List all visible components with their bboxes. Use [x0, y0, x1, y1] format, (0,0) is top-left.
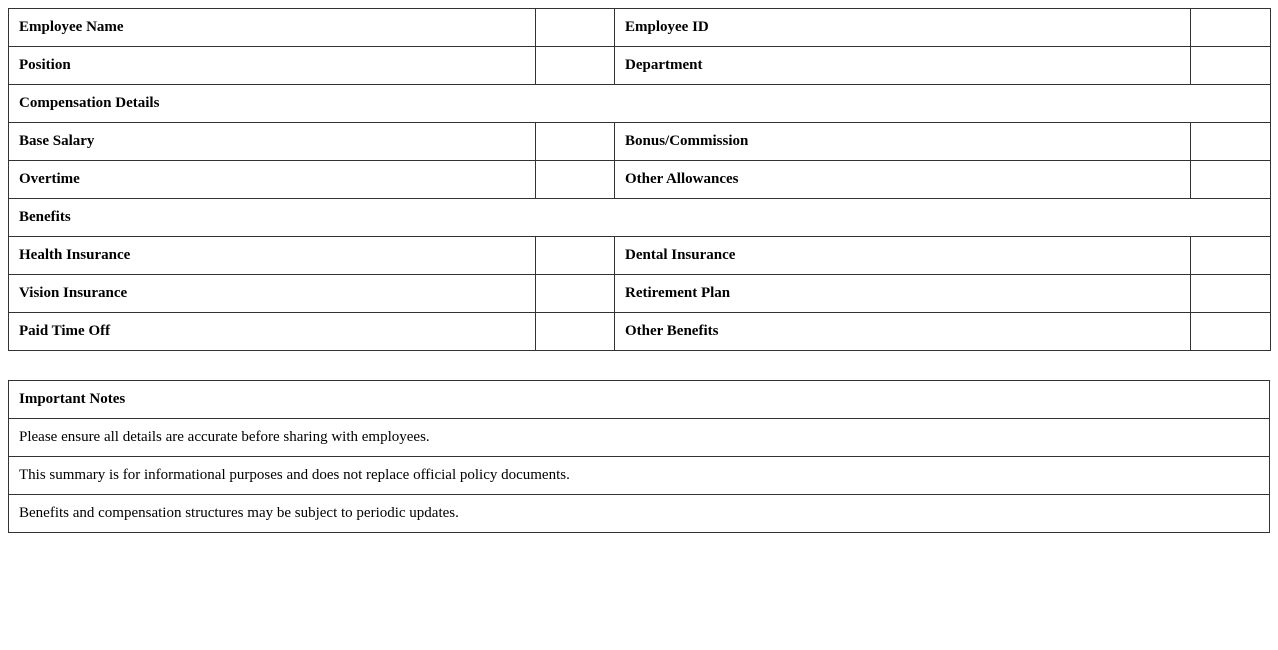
base-salary-value[interactable] [536, 123, 615, 161]
note-row [9, 457, 1270, 495]
section-row [9, 85, 1271, 123]
table-row [9, 123, 1271, 161]
table-row [9, 47, 1271, 85]
table-row [9, 275, 1271, 313]
department-label: Department [615, 47, 1191, 85]
note-row [9, 495, 1270, 533]
note-item: This summary is for informational purposes and does not replace official policy documents. [9, 457, 1270, 495]
retirement-plan-label: Retirement Plan [615, 275, 1191, 313]
other-allowances-label: Other Allowances [615, 161, 1191, 199]
base-salary-label: Base Salary [9, 123, 536, 161]
benefits-heading: Benefits [9, 199, 1271, 237]
note-item: Benefits and compensation structures may be subject to periodic updates. [9, 495, 1270, 533]
employee-id-value[interactable] [1191, 9, 1271, 47]
dental-insurance-value[interactable] [1191, 237, 1271, 275]
other-benefits-value[interactable] [1191, 313, 1271, 351]
dental-insurance-label: Dental Insurance [615, 237, 1191, 275]
position-value[interactable] [536, 47, 615, 85]
employee-name-value[interactable] [536, 9, 615, 47]
paid-time-off-value[interactable] [536, 313, 615, 351]
table-row [9, 161, 1271, 199]
notes-header-row [9, 381, 1270, 419]
overtime-value[interactable] [536, 161, 615, 199]
employee-id-label: Employee ID [615, 9, 1191, 47]
vision-insurance-label: Vision Insurance [9, 275, 536, 313]
employee-name-label: Employee Name [9, 9, 536, 47]
position-label: Position [9, 47, 536, 85]
other-benefits-label: Other Benefits [615, 313, 1191, 351]
compensation-summary-table [8, 8, 1271, 351]
vision-insurance-value[interactable] [536, 275, 615, 313]
table-row [9, 237, 1271, 275]
table-row [9, 9, 1271, 47]
health-insurance-label: Health Insurance [9, 237, 536, 275]
important-notes-title: Important Notes [9, 381, 1270, 419]
table-row [9, 313, 1271, 351]
important-notes-table [8, 380, 1270, 533]
health-insurance-value[interactable] [536, 237, 615, 275]
bonus-commission-label: Bonus/Commission [615, 123, 1191, 161]
other-allowances-value[interactable] [1191, 161, 1271, 199]
section-row [9, 199, 1271, 237]
overtime-label: Overtime [9, 161, 536, 199]
department-value[interactable] [1191, 47, 1271, 85]
compensation-details-heading: Compensation Details [9, 85, 1271, 123]
retirement-plan-value[interactable] [1191, 275, 1271, 313]
paid-time-off-label: Paid Time Off [9, 313, 536, 351]
note-row [9, 419, 1270, 457]
note-item: Please ensure all details are accurate before sharing with employees. [9, 419, 1270, 457]
bonus-commission-value[interactable] [1191, 123, 1271, 161]
